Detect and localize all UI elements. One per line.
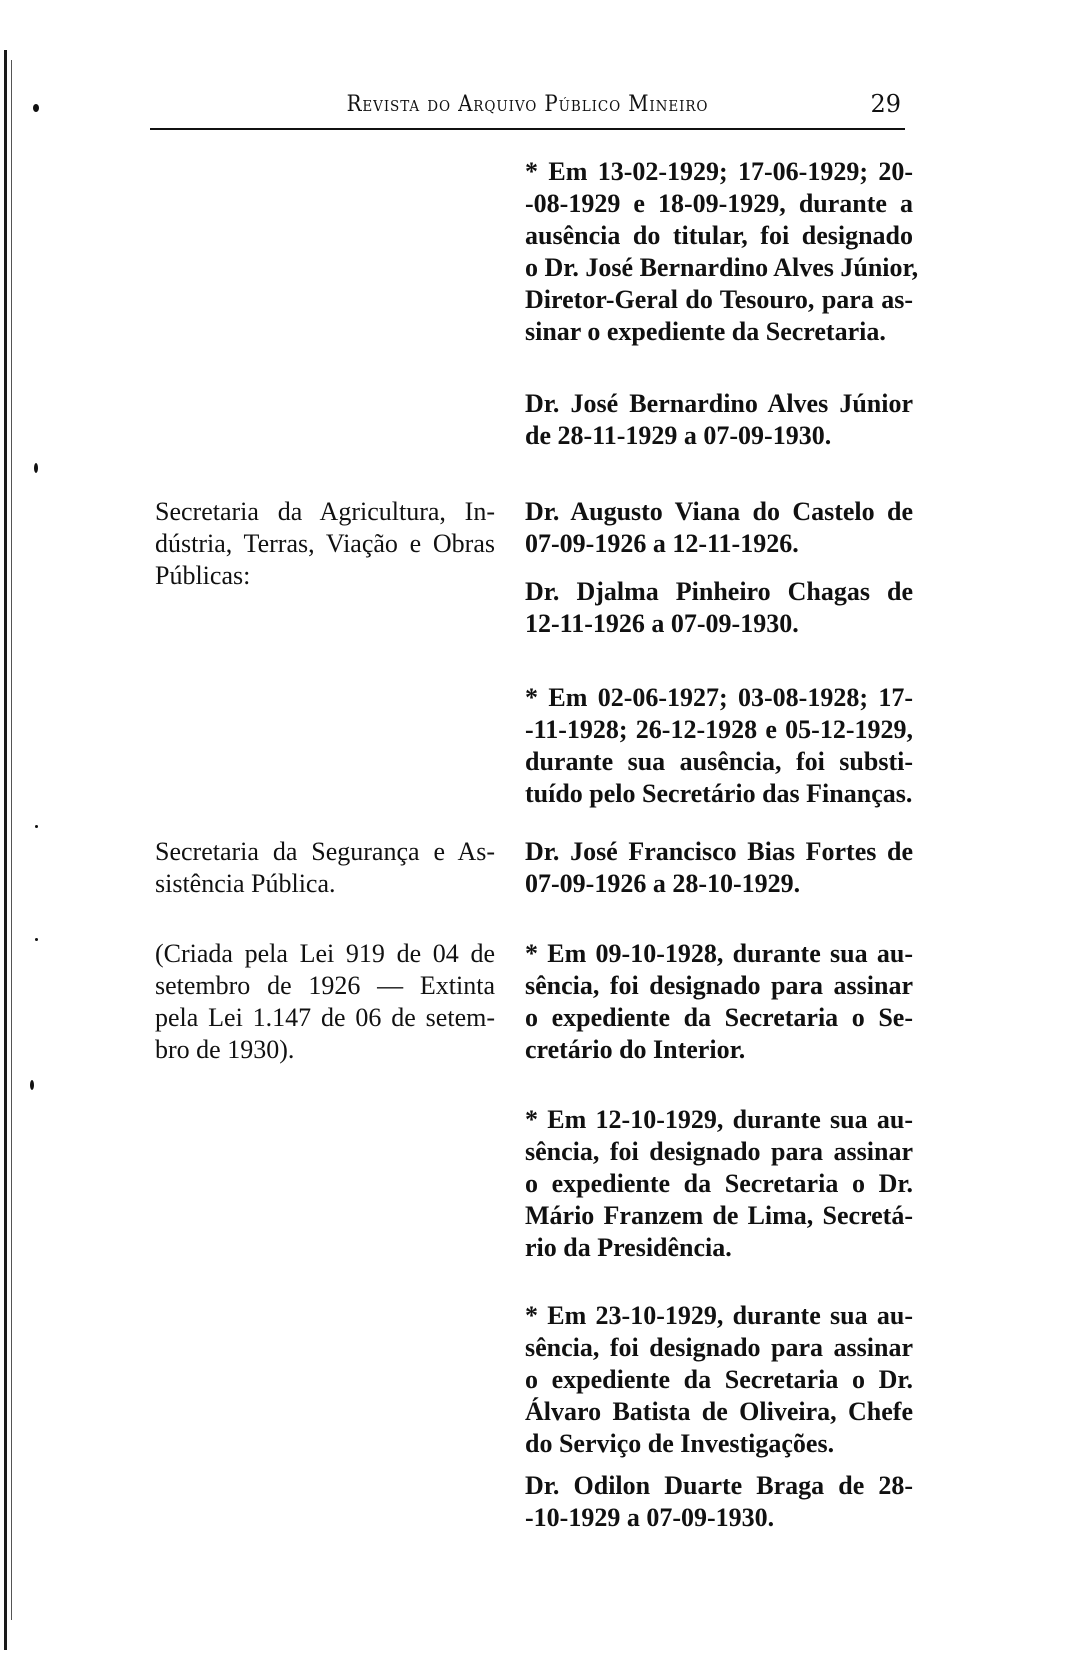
- text-line: o expediente da Secretaria o Dr.: [525, 1169, 913, 1198]
- note-chagas-substitution: [525, 682, 913, 810]
- running-header: [150, 78, 905, 130]
- text-line: rio da Presidência.: [525, 1233, 732, 1262]
- text-line: -10-1929 a 07-09-1930.: [525, 1503, 775, 1532]
- scan-speck: [33, 104, 39, 112]
- note-1929-substitution: [525, 156, 919, 348]
- text-line: * Em 09-10-1928, durante sua au-: [525, 939, 913, 968]
- text-line: sinar o expediente da Secretaria.: [525, 317, 886, 346]
- text-line: sência, foi designado para assinar: [525, 1137, 913, 1166]
- entry-chagas: [525, 576, 913, 640]
- text-line: Dr. Augusto Viana do Castelo de: [525, 497, 913, 526]
- binding-edge: [4, 50, 7, 1650]
- text-line: cretário do Interior.: [525, 1035, 746, 1064]
- page-number: 29: [870, 90, 901, 118]
- text-line: Públicas:: [155, 561, 251, 590]
- binding-edge-inner: [11, 60, 12, 1620]
- text-line: pela Lei 1.147 de 06 de setem-: [155, 1003, 495, 1032]
- text-line: -11-1928; 26-12-1928 e 05-12-1929,: [525, 715, 913, 744]
- text-line: o expediente da Secretaria o Dr.: [525, 1365, 913, 1394]
- text-line: * Em 12-10-1929, durante sua au-: [525, 1105, 913, 1134]
- secretaria-seguranca: [155, 836, 495, 900]
- secretaria-agricultura: [155, 496, 495, 592]
- creation-note: [155, 938, 495, 1066]
- text-line: durante sua ausência, foi substi-: [525, 747, 913, 776]
- text-line: setembro de 1926 — Extinta: [155, 971, 495, 1000]
- text-line: * Em 13-02-1929; 17-06-1929; 20-: [525, 157, 913, 186]
- scan-speck: [34, 463, 38, 473]
- entry-castelo: [525, 496, 913, 560]
- entry-braga: [525, 1470, 913, 1534]
- text-line: tuído pelo Secretário das Finanças.: [525, 779, 913, 808]
- text-line: ausência do titular, foi designado: [525, 221, 913, 250]
- text-line: Dr. Odilon Duarte Braga de 28-: [525, 1471, 913, 1500]
- running-title: Revista do Arquivo Público Mineiro: [346, 92, 709, 117]
- text-line: Secretaria da Segurança e As-: [155, 837, 495, 866]
- text-line: sência, foi designado para assinar: [525, 1333, 913, 1362]
- text-line: 07-09-1926 a 28-10-1929.: [525, 869, 801, 898]
- text-line: dústria, Terras, Viação e Obras: [155, 529, 495, 558]
- text-line: Dr. Djalma Pinheiro Chagas de: [525, 577, 913, 606]
- text-line: -08-1929 e 18-09-1929, durante a: [525, 189, 913, 218]
- text-line: Álvaro Batista de Oliveira, Chefe: [525, 1397, 913, 1426]
- note-23-10-1929-substitution: [525, 1300, 913, 1460]
- text-line: o Dr. José Bernardino Alves Júnior,: [525, 253, 919, 282]
- text-line: Secretaria da Agricultura, In-: [155, 497, 495, 526]
- entry-bernardino: [525, 388, 913, 452]
- text-line: o expediente da Secretaria o Se-: [525, 1003, 913, 1032]
- text-line: do Serviço de Investigações.: [525, 1429, 835, 1458]
- note-1928-substitution: [525, 938, 913, 1066]
- note-12-10-1929-substitution: [525, 1104, 913, 1264]
- scan-speck: [35, 938, 38, 941]
- scan-speck: [30, 1080, 34, 1090]
- text-line: sência, foi designado para assinar: [525, 971, 913, 1000]
- scan-speck: [35, 825, 38, 828]
- text-line: * Em 23-10-1929, durante sua au-: [525, 1301, 913, 1330]
- text-line: de 28-11-1929 a 07-09-1930.: [525, 421, 832, 450]
- text-line: Dr. José Francisco Bias Fortes de: [525, 837, 913, 866]
- text-line: * Em 02-06-1927; 03-08-1928; 17-: [525, 683, 913, 712]
- text-line: sistência Pública.: [155, 869, 336, 898]
- text-line: (Criada pela Lei 919 de 04 de: [155, 939, 495, 968]
- text-line: 07-09-1926 a 12-11-1926.: [525, 529, 799, 558]
- entry-bias-fortes: [525, 836, 913, 900]
- text-line: bro de 1930).: [155, 1035, 295, 1064]
- text-line: Mário Franzem de Lima, Secretá-: [525, 1201, 913, 1230]
- text-line: Diretor-Geral do Tesouro, para as-: [525, 285, 913, 314]
- text-line: 12-11-1926 a 07-09-1930.: [525, 609, 799, 638]
- text-line: Dr. José Bernardino Alves Júnior: [525, 389, 913, 418]
